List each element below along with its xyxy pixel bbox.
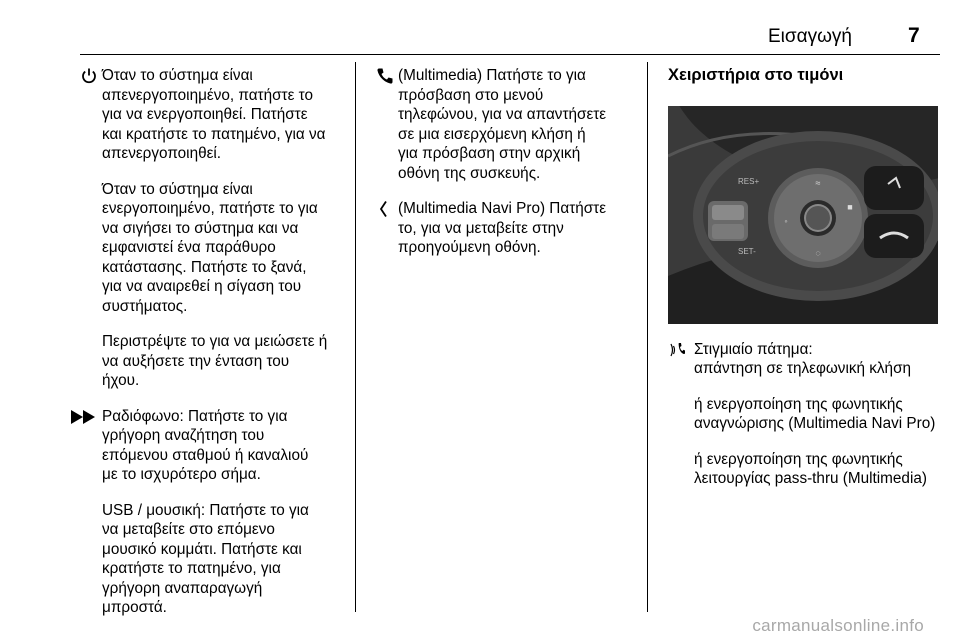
- svg-text:≈: ≈: [815, 177, 821, 188]
- res-label: RES+: [738, 176, 760, 186]
- voice-call-icon: [668, 341, 686, 359]
- svg-text:■: ■: [847, 201, 853, 212]
- section-heading: Χειριστήρια στο τιμόνι: [668, 66, 844, 84]
- page-header-title: Εισαγωγή: [767, 26, 852, 47]
- column-divider-1: [355, 62, 356, 612]
- column-3: [668, 66, 940, 505]
- header-rule: [80, 54, 940, 55]
- next-text-2: USB / μουσική: Πατήστε το για να μεταβείτε στο επόμενο μουσικό κομμάτι. Πατήστε και κρατήστε το πατημένο, για γρήγορη αναπαραγωγή μπροστά.: [102, 501, 309, 616]
- column-1: [80, 66, 328, 634]
- watermark: carmanualsonline.info: [752, 616, 924, 635]
- voice-text-2: ή ενεργοποίηση της φωνητικής αναγνώρισης (Multimedia Navi Pro): [694, 395, 936, 432]
- voice-entry: [668, 340, 940, 489]
- svg-text:◌: ◌: [815, 247, 821, 258]
- svg-text:◦: ◦: [784, 215, 788, 226]
- page-number: 7: [908, 24, 920, 47]
- next-entry: [80, 407, 328, 618]
- fast-forward-icon: [70, 408, 98, 426]
- phone-icon: [376, 67, 394, 85]
- voice-text-1: Στιγμιαίο πάτημα: απάντηση σε τηλεφωνική κλήση: [694, 340, 912, 377]
- power-entry: [80, 66, 328, 391]
- back-chevron-icon: [376, 200, 394, 218]
- voice-button: [864, 166, 924, 210]
- column-divider-2: [647, 62, 648, 612]
- set-label: SET-: [738, 246, 756, 256]
- steering-wheel-controls-image: [668, 106, 938, 324]
- back-entry: [376, 199, 608, 258]
- back-text: (Multimedia Navi Pro) Πατήστε το, για να μεταβείτε στην προηγούμενη οθόνη.: [398, 200, 607, 256]
- next-text-1: Ραδιόφωνο: Πατήστε το για γρήγορη αναζήτηση του επόμενου σταθμού ή καναλιού με το ισχυρότερο σήμα.: [102, 407, 309, 483]
- phone-text: (Multimedia) Πατήστε το για πρόσβαση στο μενού τηλεφώνου, για να απαντήσετε σε μια εισερχόμενη κλήση ή για πρόσβαση στην αρχική οθόνη της συσκευής.: [398, 67, 607, 182]
- power-text-2: Όταν το σύστημα είναι ενεργοποιημένο, πατήστε το για να σιγήσει το σύστημα και να εμφανιστεί ένα παράθυρο κατάστασης. Πατήστε το ξανά, για να αναιρεθεί η σίγαση του συστήματος.: [102, 180, 318, 315]
- power-text-3: Περιστρέψτε το για να μειώσετε ή να αυξήσετε την ένταση του ήχου.: [102, 333, 328, 389]
- column-2: [376, 66, 608, 274]
- end-call-button: [864, 214, 924, 258]
- power-text-1: Όταν το σύστημα είναι απενεργοποιημένο, πατήστε το για να ενεργοποιηθεί. Πατήστε και κρατήστε το πατημένο, για να απενεργοποιηθεί.: [102, 67, 326, 162]
- power-icon: [80, 67, 98, 85]
- phone-entry: [376, 66, 608, 183]
- voice-text-3: ή ενεργοποίηση της φωνητικής λειτουργίας pass-thru (Multimedia): [694, 450, 927, 487]
